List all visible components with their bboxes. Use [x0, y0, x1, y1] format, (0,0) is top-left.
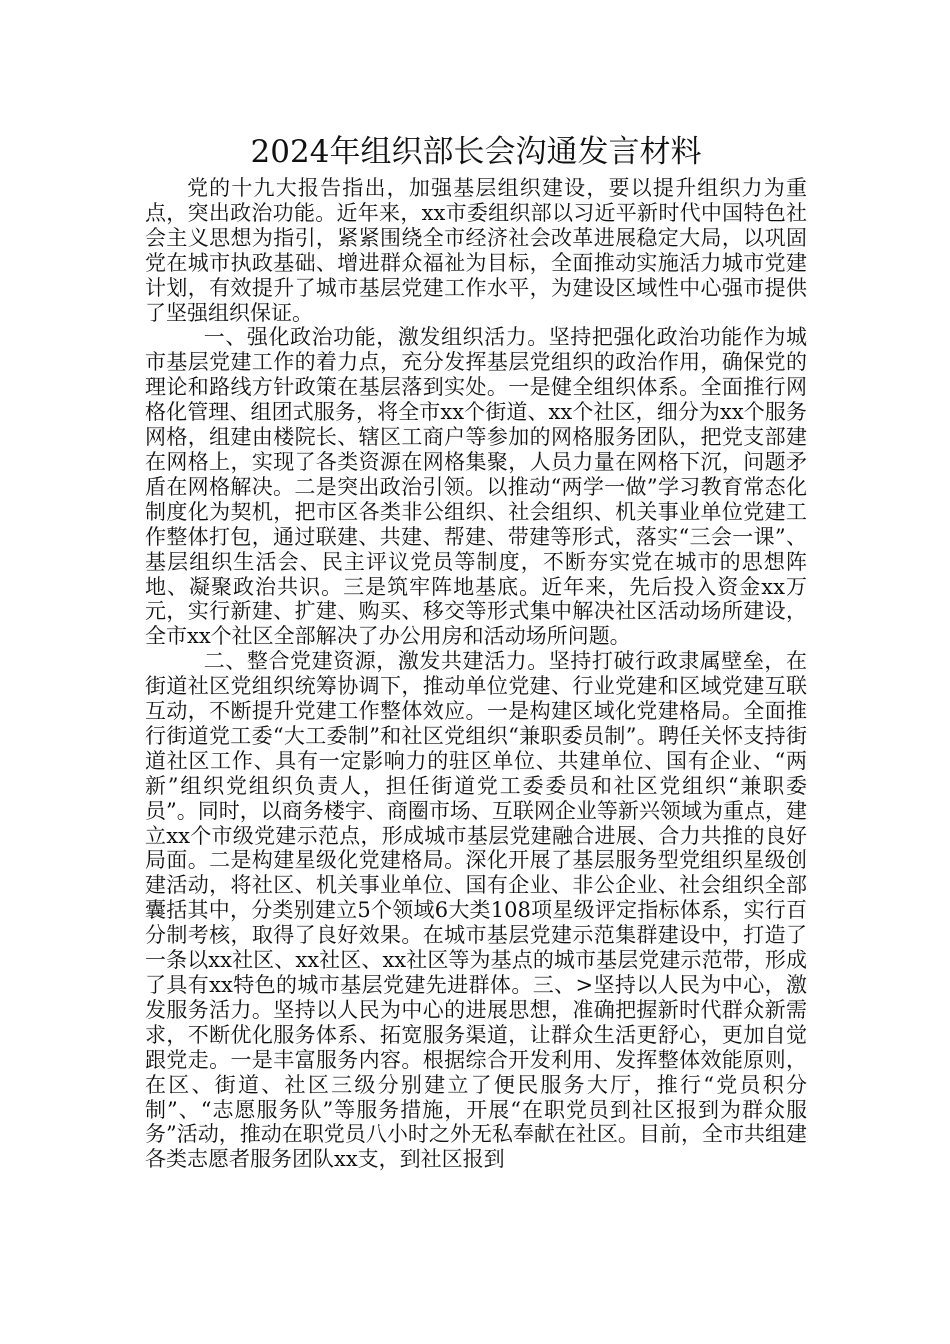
document-title: 2024年组织部长会沟通发言材料: [250, 134, 702, 170]
section-one-paragraph: 一、强化政治功能，激发组织活力。坚持把强化政治功能作为城市基层党建工作的着力点，充分发挥基层党组织的政治作用，确保党的理论和路线方针政策在基层落到实处。一是健全组织体系。全面推行网格化管理、组团式服务，将全市xx个街道、xx个社区，细分为xx个服务网格，组建由楼院长、辖区工商户等参加的网格服务团队，把党支部建在网格上，实现了各类资源在网格集聚，人员力量在网格下沉，问题矛盾在网格解决。二是突出政治引领。以推动“两学一做”学习教育常态化制度化为契机，把市区各类非公组织、社会组织、机关事业单位党建工作整体打包，通过联建、共建、帮建、带建等形式，落实“三会一课”、基层组织生活会、民主评议党员等制度，不断夯实党在城市的思想阵地、凝聚政治共识。三是筑牢阵地基底。近年来，先后投入资金xx万元，实行新建、扩建、购买、移交等形式集中解决社区活动场所建设，全市xx个社区全部解决了办公用房和活动场所问题。: [145, 325, 807, 649]
section-two-paragraph: 二、整合党建资源，激发共建活力。坚持打破行政隶属壁垒，在街道社区党组织统筹协调下，推动单位党建、行业党建和区域党建互联互动，不断提升党建工作整体效应。一是构建区域化党建格局。全面推行街道党工委“大工委制”和社区党组织“兼职委员制”。聘任关怀支持街道社区工作、具有一定影响力的驻区单位、共建单位、国有企业、“两新”组织党组织负责人，担任街道党工委委员和社区党组织“兼职委员”。同时，以商务楼宇、商圈市场、互联网企业等新兴领域为重点，建立xx个市级党建示范点，形成城市基层党建融合进展、合力共推的良好局面。二是构建星级化党建格局。深化开展了基层服务型党组织星级创建活动，将社区、机关事业单位、国有企业、非公企业、社会组织全部囊括其中，分类别建立5个领域6大类108项星级评定指标体系，实行百分制考核，取得了良好效果。在城市基层党建示范集群建设中，打造了一条以xx社区、xx社区、xx社区等为基点的城市基层党建示范带，形成了具有xx特色的城市基层党建先进群体。三、>坚持以人民为中心，激发服务活力。坚持以人民为中心的进展思想，准确把握新时代群众新需求，不断优化服务体系、拓宽服务渠道，让群众生活更舒心，更加自觉跟党走。一是丰富服务内容。根据综合开发利用、发挥整体效能原则，在区、街道、社区三级分别建立了便民服务大厅，推行“党员积分制”、“志愿服务队”等服务措施，开展“在职党员到社区报到为群众服务”活动，推动在职党员八小时之外无私奉献在社区。目前，全市共组建各类志愿者服务团队xx支，到社区报到: [145, 649, 807, 1172]
document-page: [145, 128, 807, 1172]
intro-paragraph: 党的十九大报告指出，加强基层组织建设，要以提升组织力为重点，突出政治功能。近年来，xx市委组织部以习近平新时代中国特色社会主义思想为指引，紧紧围绕全市经济社会改革进展稳定大局，以巩固党在城市执政基础、增进群众福祉为目标，全面推动实施活力城市党建计划，有效提升了城市基层党建工作水平，为建设区域性中心强市提供了坚强组织保证。: [145, 176, 807, 325]
